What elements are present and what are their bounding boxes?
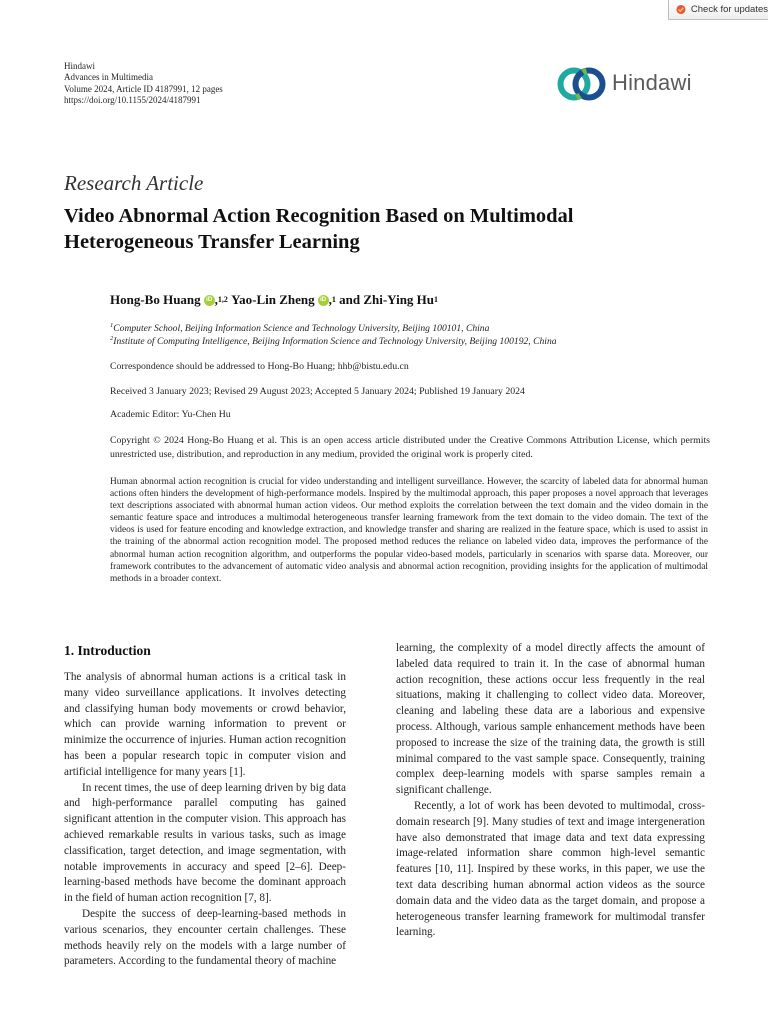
journal-header — [64, 61, 223, 106]
publication-dates: Received 3 January 2023; Revised 29 August 2023; Accepted 5 January 2024; Published 19 January 2024 — [110, 386, 525, 397]
author-name: Zhi-Ying Hu — [363, 292, 435, 307]
hindawi-logo-icon — [556, 61, 608, 107]
doi-link[interactable]: https://doi.org/10.1155/2024/4187991 — [64, 94, 201, 105]
article-type: Research Article — [64, 171, 204, 195]
hindawi-logo — [556, 61, 716, 107]
paragraph: Despite the success of deep-learning-based methods in various scenarios, they encounter certain challenges. These methods heavily rely on the models with a large number of parameters. According to the fundamental theory of machine — [64, 907, 346, 968]
volume-line: Volume 2024, Article ID 4187991, 12 pages — [64, 83, 223, 94]
author-list: Hong-Bo Huang iD , 1,2 Yao-Lin Zheng iD , 1 and Zhi-Ying Hu 1 — [110, 292, 439, 307]
correspondence: Correspondence should be addressed to Hong-Bo Huang; hhb@bistu.edu.cn — [110, 361, 409, 372]
abstract: Human abnormal action recognition is crucial for video understanding and intelligent surveillance. However, the scarcity of labeled data for abnormal human actions often hinders the development of high-performance models. Inspired by the multimodal approach, this paper proposes a novel approach that leverages text descriptions associated with abnormal human action videos. Our method exploits the correlation between the text domain and the video domain in the semantic feature space and introduces a multimodal heterogeneous transfer learning framework from the text domain to the video domain. The text of the videos is used for feature encoding and knowledge extraction, and knowledge transfer and sharing are realized in the feature space, which is used to assist in the training of the abnormal action recognition model. The proposed method reduces the reliance on labeled video data, improves the performance of the abnormal human action recognition algorithm, and outperforms the popular video-based models, particularly in scenarios with sparse data. Moreover, our framework contributes to the advancement of automatic video analysis and abnormal action recognition, providing insights for the application of multimodal methods in a broader context. — [110, 477, 708, 584]
author-name: Hong-Bo Huang — [110, 292, 201, 307]
paragraph: Recently, a lot of work has been devoted to multimodal, cross-domain research [9]. Many studies of text and image intergeneration have also demonstrated that image data and text data expressing image-related information share common high-level semantic features [10, 11]. Inspired by these works, in this paper, we use the text data describing human abnormal action videos as the source domain data and the video data as the target domain, and propose a heterogeneous transfer learning framework for multimodal transfer learning. — [396, 799, 705, 939]
crossmark-icon — [676, 4, 686, 15]
orcid-icon[interactable]: iD — [204, 295, 215, 306]
copyright-notice: Copyright © 2024 Hong-Bo Huang et al. This is an open access article distributed under the Creative Commons Attribution License, which permits unrestricted use, distribution, and reproduction in any medium, provided the original work is properly cited. — [110, 435, 710, 460]
paragraph: In recent times, the use of deep learning driven by big data and high-performance parallel computing has gained significant attention in the computer vision. This approach has achieved remarkable results in various tasks, such as image classification, target detection, and image segmentation, with notable improvements in accuracy and speed [2–6]. Deep-learning-based methods have become the dominant approach in the field of human action recognition [7, 8]. — [64, 781, 346, 905]
author-and: and — [339, 292, 361, 307]
right-column — [396, 641, 705, 941]
article-title: Video Abnormal Action Recognition Based on Multimodal Heterogeneous Transfer Learning — [64, 205, 574, 253]
academic-editor: Academic Editor: Yu-Chen Hu — [110, 409, 231, 420]
orcid-icon[interactable]: iD — [318, 295, 329, 306]
logo-wordmark: Hindawi — [612, 70, 692, 95]
left-column — [64, 670, 346, 970]
affiliation-2: $^2$Institute of Computing Intelligence, Beijing Information Science and Technology University, Beijing 100192, China — [110, 335, 557, 348]
paragraph: The analysis of abnormal human actions is a critical task in many video surveillance applications. It involves detecting and classifying human body movements or crowd behavior, which can provide warning information to prevent or minimize the occurrence of injuries. Human action recognition has been a popular research topic in computer vision and artificial intelligence for many years [1]. — [64, 671, 346, 778]
paragraph: learning, the complexity of a model directly affects the amount of labeled data required to train it. In the case of abnormal human action recognition, these actions occur less frequently in the real situations, making it challenging to collect video data. Moreover, cleaning and labeling these data are a laborious and expensive process. Although, various sample enhancement methods have been proposed to increase the size of the training data, the growth is still minimal compared to the vast sample space. Consequently, training complex deep-learning models with sparse samples remain a significant challenge. — [396, 642, 705, 797]
publisher-name: Hindawi — [64, 61, 95, 71]
section-heading: 1. Introduction — [64, 643, 151, 658]
check-for-updates-button[interactable] — [668, 0, 768, 20]
author-name: Yao-Lin Zheng — [231, 292, 315, 307]
affiliation-1: $^1$Computer School, Beijing Information Science and Technology University, Beijing 100101, China — [110, 322, 490, 335]
check-for-updates-label: Check for updates — [690, 4, 768, 15]
journal-name: Advances in Multimedia — [64, 72, 153, 83]
